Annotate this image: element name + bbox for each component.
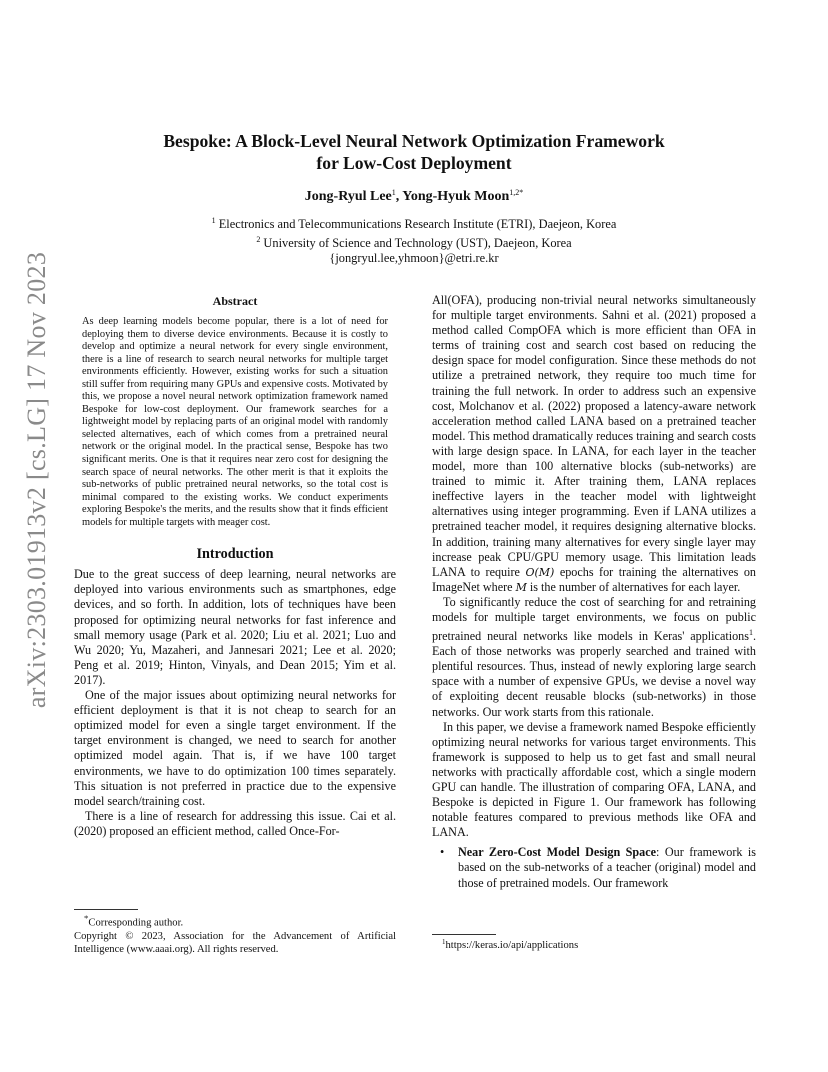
author-2: Yong-Hyuk Moon [402, 189, 510, 204]
paper-title [74, 130, 754, 174]
author-2-affil: 1,2* [509, 188, 524, 197]
feature-bullet-1: • Near Zero-Cost Model Design Space: Our framework is based on the sub-networks of a teacher (original) model and those of pretrained models. Our framework [432, 845, 756, 890]
affiliations [74, 213, 754, 266]
intro-paragraph-6: In this paper, we devise a framework named Bespoke efficiently optimizing neural networks for various target environments. This framework is supposed to help us to get fast and small neural networks with practically affordable cost, which a single modern GPU can handle. The illustration of comparing OFA, LANA, and Bespoke is depicted in Figure 1. Our framework has following notable features compared to previous methods like OFA and LANA. [432, 719, 756, 840]
copyright-notice: Copyright © 2023, Association for the Advancement of Artificial Intelligence (www.aaai.org). All rights reserved. [74, 930, 396, 955]
author-separator: , [395, 189, 403, 204]
affiliation-1: $^1$ Electronics and Telecommunications Research Institute (ETRI), Daejeon, Korea [211, 216, 617, 231]
arxiv-id: arXiv:2303.01913v2 [cs.LG] 17 Nov 2023 [22, 251, 52, 709]
author-1-affil: 1 [391, 188, 396, 197]
intro-paragraph-2: One of the major issues about optimizing neural networks for efficient deployment is that it is not cheap to search for an optimized model for even a single target environment. If the target environment is changed, we need to search for another optimized model again. That is, if we have 100 target environments, we have to do optimization 100 times separately. This situation is not preferred in practice due to the expensive model search/training cost. [74, 688, 396, 808]
intro-paragraph-4: All(OFA), producing non-trivial neural networks simultaneously for multiple target environments. Sahni et al. (2021) proposed a method called CompOFA which is more efficient than OFA in terms of training cost and search cost based on reducing the design space for model configuration. Since these methods do not utilize a pretrained network, they require too much time for training the full network. In order to address such an expensive cost, Molchanov et al. (2022) proposed a latency-aware network acceleration method called LANA based on a pretrained teacher model. This method dramatically reduces training and search costs with large design space. In LANA, for each layer in the teacher model, more than 100 alternative blocks (sub-networks) are trained to mimic it. After training them, LANA replaces ineffective layers in the teacher model with lightweight alternatives using integer programming. Even if LANA utilizes a pretrained teacher model, it requires designing alternative blocks. In addition, training many alternatives for every single layer may increase peak CPU/GPU memory usage. This limitation leads LANA to require O(M) epochs for training the alternatives on ImageNet where M is the number of alternatives for each layer. [432, 293, 756, 594]
abstract-heading: Abstract [212, 294, 258, 308]
bullet-title: Near Zero-Cost Model Design Space [458, 845, 657, 860]
author-emails: {jongryul.lee,yhmoon}@etri.re.kr [329, 251, 499, 265]
intro-paragraph-1: Due to the great success of deep learning, neural networks are deployed into various environments such as smartphones, edge devices, and so forth. In addition, lots of techniques have been proposed for optimizing neural networks for fast inference and small memory usage (Park et al. 2020; Liu et al. 2021; Luo and Wu 2020; Yu, Mazaheri, and Jannesari 2021; Lee et al. 2020; Peng et al. 2019; Hinton, Vinyals, and Dean 2015; Yim et al. 2017). [74, 567, 396, 687]
left-column [74, 294, 396, 839]
footnote-rule-left [74, 909, 138, 910]
bullet-dot: • [440, 845, 445, 860]
affiliation-2: $^2$ University of Science and Technology (UST), Daejeon, Korea [256, 235, 572, 250]
footnote-ref-1: 1 [748, 628, 753, 638]
intro-paragraph-5: To significantly reduce the cost of searching for and retraining models for multiple target environments, we focus on public pretrained neural networks like models in Keras' applications$^1$. Each of those networks was properly searched and trained with plentiful resources. Thus, instead of newly exploring large search space with a number of expensive GPUs, we devise a novel way of exploiting decent reusable blocks (sub-networks) in those networks. Our work starts from this rationale. [432, 594, 756, 719]
author-list [74, 188, 754, 205]
intro-paragraph-3: There is a line of research for addressing this issue. Cai et al. (2020) proposed an efficient method, called Once-For- [74, 808, 396, 838]
title-line-2: for Low-Cost Deployment [316, 153, 512, 173]
footnote-1: $^1$https://keras.io/api/applications [442, 938, 579, 951]
math-M: M [515, 580, 527, 594]
right-column [432, 293, 756, 891]
title-line-1: Bespoke: A Block-Level Neural Network Optimization Framework [163, 131, 665, 151]
math-O-M: O(M) [525, 565, 555, 579]
footnote-rule-right [432, 934, 496, 935]
abstract-text: As deep learning models become popular, there is a lot of need for deploying them to diverse device environments. Because it is costly to develop and optimize a neural network for every single environment, there is a line of research to search neural networks for multiple target environments efficiently. However, existing works for such a situation still suffer from requiring many GPUs and expensive costs. Motivated by this, we propose a novel neural network optimization framework named Bespoke for low-cost deployment. Our framework searches for a lightweight model by replacing parts of an original model with randomly selected alternatives, each of which comes from a pretrained neural network or the original model. In the practical sense, Bespoke has two significant merits. One is that it requires near zero cost for designing the search space of neural networks. The other merit is that it exploits the sub-networks of public pretrained neural networks, so the total cost is minimal compared to the existing works. We conduct experiments exploring Bespoke's the merits, and the results show that it finds efficient models for multiple targets with meager cost. [82, 316, 388, 528]
keras-url: https://keras.io/api/applications [445, 940, 579, 951]
author-1: Jong-Ryul Lee [304, 189, 392, 204]
arxiv-stamp [22, 251, 52, 709]
corresponding-author-note: *Corresponding author. [84, 913, 184, 929]
introduction-heading: Introduction [196, 546, 274, 563]
footnotes-left [74, 912, 396, 956]
